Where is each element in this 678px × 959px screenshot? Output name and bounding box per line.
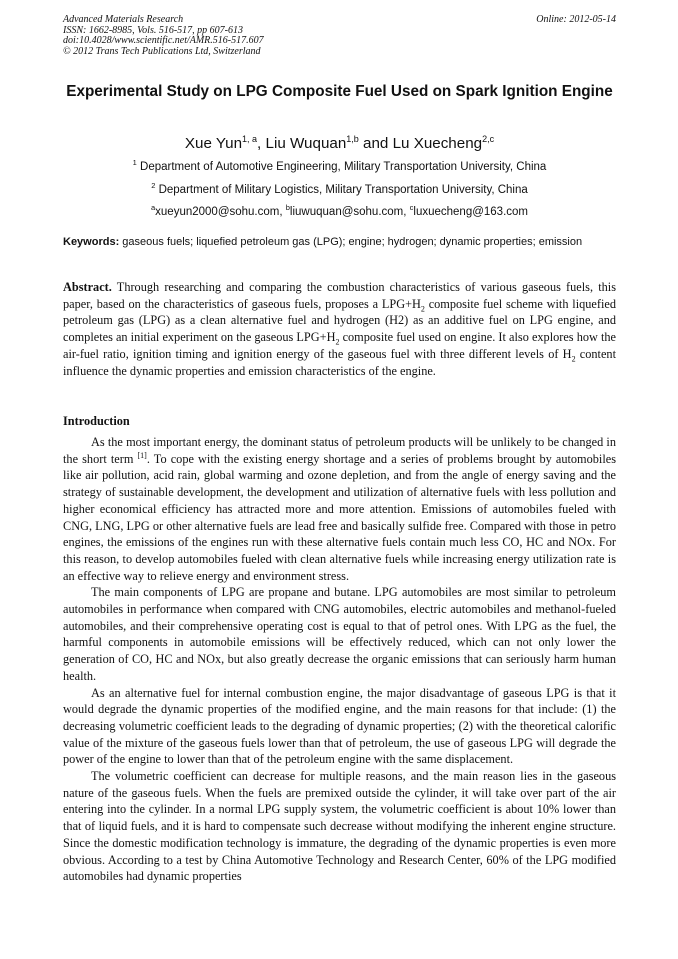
abstract-label: Abstract.: [63, 280, 112, 294]
paragraph: The main components of LPG are propane and butane. LPG automobiles are most similar to petroleum automobiles in performance when compared with CNG automobiles, electric automobiles and methanol-fueled automobiles, and their comprehensive operating cost is equal to that of petrol ones. With LPG as the fuel, the harmful components in automobile emissions will be effectively reduced, which can not only lower the generation of CO, HC and NOx, but also greatly decrease the organic emissions that can seriously harm human health.: [63, 585, 616, 683]
affiliation-text: Department of Military Logistics, Military Transportation University, China: [155, 183, 528, 196]
author-affil-marker: 1, a: [242, 134, 258, 144]
subscript: 2: [571, 354, 576, 364]
abstract-text: Through researching and comparing the combustion characteristics of various gaseous fuels, this paper, based on the characteristics of gaseous fuels, proposes a LPG+H: [63, 280, 616, 311]
abstract-text: composite fuel used on engine. It also explores how the air-fuel ratio, ignition timing and ignition energy of the gaseous fuel with three different levels of H: [63, 330, 616, 361]
paragraph: The volumetric coefficient can decrease for multiple reasons, and the main reason lies in the gaseous nature of the gaseous fuels. When the fuels are premixed outside the cylinder, it will take over part of the air entering into the cylinder. In a normal LPG supply system, the volumetric coefficient is about 10% lower than that of liquid fuels, and it is hard to compensate such decrease without modifying the inherent engine structure. Since the domestic modification technology is immature, the degrading of the dynamic properties is even more obvious. According to a test by China Automotive Technology and Research Center, 60% of the LPG modified automobiles had dynamic properties: [63, 769, 616, 884]
affiliation-1: [63, 156, 616, 174]
keywords-label: Keywords:: [63, 236, 120, 248]
journal-header: [63, 15, 616, 57]
paragraph: [63, 434, 616, 584]
introduction-body: [63, 434, 616, 885]
email-marker: a: [150, 203, 156, 212]
keywords-text: gaseous fuels; liquefied petroleum gas (LPG); engine; hydrogen; dynamic properties; emission: [119, 236, 583, 248]
keywords: [63, 236, 616, 249]
email-link[interactable]: luxuecheng@163.com: [413, 205, 528, 218]
affiliation-marker: 2: [151, 181, 156, 190]
author-affil-marker: 1,b: [346, 134, 359, 144]
email-link[interactable]: liuwuquan@sohu.com,: [289, 205, 410, 218]
author-emails: [63, 201, 616, 219]
doi-line: doi:10.4028/www.scientific.net/AMR.516-517.607: [63, 35, 264, 47]
paragraph: As an alternative fuel for internal combustion engine, the major disadvantage of gaseous LPG is that it would degrade the dynamic properties of the modified engine, and the main reasons for that include: (1) the decreasing volumetric coefficient leads to the degrading of dynamic properties; (2) with the theoretical calorific value of the mixture of the gaseous fuels lower than that of petroleum, the use of gaseous LPG will degrade the power of the engine to lower than that of the petroleum engine with the same displacement.: [63, 685, 616, 767]
email-link[interactable]: xueyun2000@sohu.com,: [155, 205, 286, 218]
affiliation-marker: 1: [132, 158, 137, 167]
email-marker: c: [409, 203, 414, 212]
abstract: [63, 279, 616, 379]
subscript: 2: [335, 337, 340, 347]
author-name: Liu Wuquan: [265, 135, 347, 153]
abstract-text: composite fuel scheme with liquefied petroleum gas (LPG) as a clean alternative fuel and hydrogen (H2) as an additive fuel on LPG engine, and completes an initial experiment on the gaseous LPG+H: [63, 296, 616, 345]
author-affil-marker: 2,c: [482, 134, 495, 144]
online-date: Online: 2012-05-14: [536, 14, 616, 25]
section-heading-introduction: Introduction: [63, 414, 130, 428]
affiliation-2: [63, 179, 616, 197]
author-separator: and: [358, 135, 393, 153]
author-name: Lu Xuecheng: [392, 135, 483, 153]
author-separator: ,: [257, 135, 266, 153]
copyright-line: © 2012 Trans Tech Publications Ltd, Switzerland: [63, 45, 261, 57]
author-name: Xue Yun: [184, 135, 243, 153]
paper-title: Experimental Study on LPG Composite Fuel Used on Spark Ignition Engine: [66, 83, 613, 100]
paragraph-text: . To cope with the existing energy shortage and a series of problems brought by automobiles like air pollution, acid rain, global warming and ozone depletion, and from the angle of energy saving and the strategy of sustainable development, the development and utilization of alternative fuels with less pollution and higher economical efficiency has attracted more and more attention. Emissions of automobiles fueled with CNG, LNG, LPG or other alternative fuels are lead free and basically sulfide free. Compared with those in petro engines, the emissions of the engines run with these alternative fuels contain much less CO, HC and NOx. For this reason, to develop automobiles fueled with clean alternative fuels while increasing energy utilization rate is an effective way to relieve energy and environment stress.: [63, 451, 617, 583]
paragraph-text: As the most important energy, the dominant status of petroleum products will be unlikely to be changed in the short term: [63, 435, 616, 466]
email-marker: b: [285, 203, 290, 212]
citation-ref[interactable]: [1]: [137, 450, 147, 460]
abstract-text: content influence the dynamic properties and emission characteristics of the engine.: [63, 346, 616, 378]
journal-name: Advanced Materials Research: [63, 14, 184, 25]
issn-line: ISSN: 1662-8985, Vols. 516-517, pp 607-613: [63, 24, 243, 36]
subscript: 2: [420, 304, 425, 314]
author-list: [63, 130, 616, 153]
affiliation-text: Department of Automotive Engineering, Military Transportation University, China: [136, 160, 547, 173]
